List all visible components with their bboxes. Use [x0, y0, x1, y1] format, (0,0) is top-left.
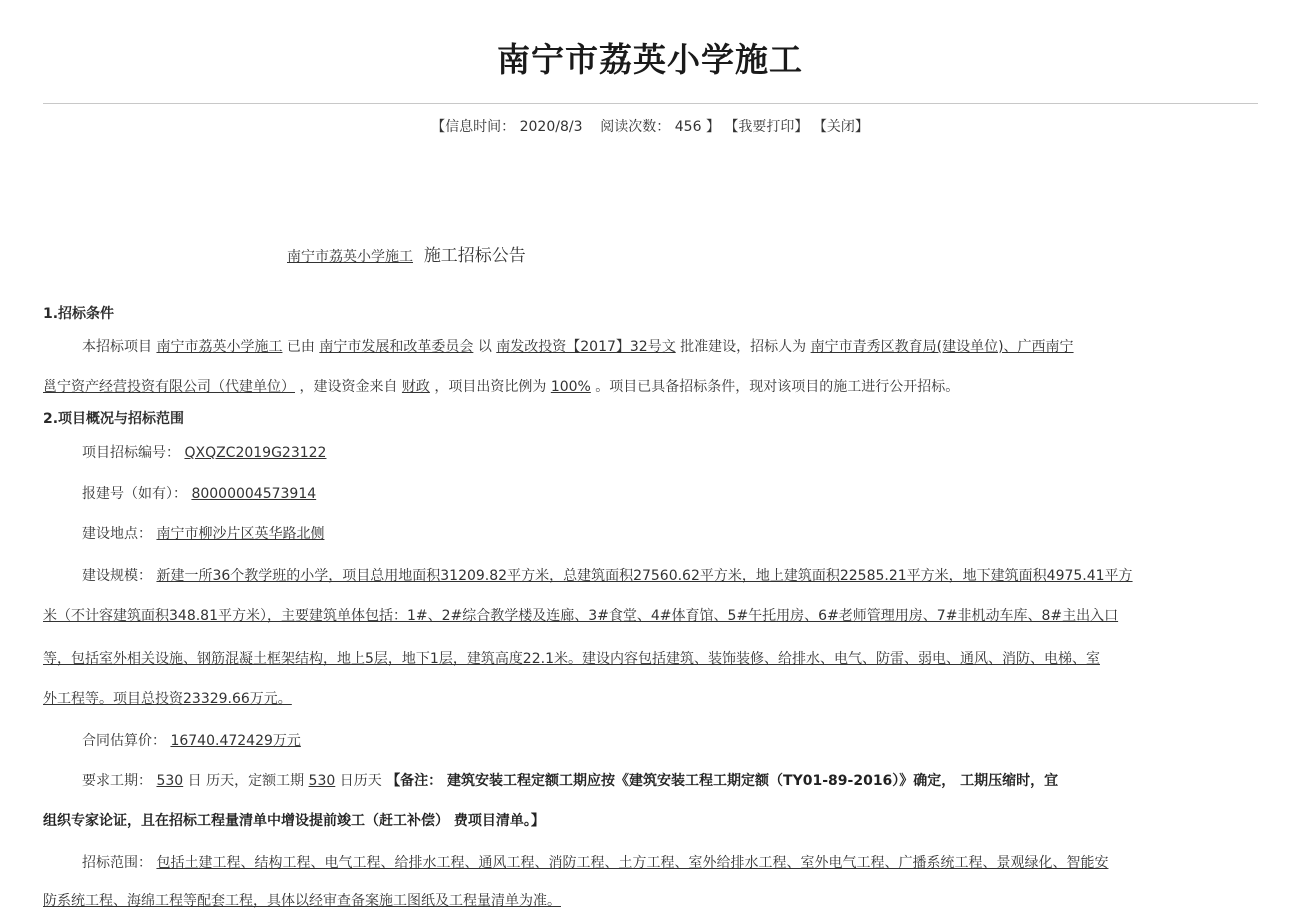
period-row-2: 组织专家论证，且在招标工程量清单中增设提前竣工（赶工补偿） 费项目清单。】: [43, 813, 545, 829]
bid-number-value: QXQZC2019G23122: [184, 445, 327, 461]
subtitle-project-name: 南宁市荔英小学施工: [287, 249, 413, 265]
scale-label: 建设规模：: [82, 568, 152, 584]
notice-subtitle: [287, 241, 526, 266]
location-row: [82, 523, 324, 543]
text-segment: ，项目出资比例为: [434, 379, 547, 395]
tenderer-value: 南宁市青秀区教育局(建设单位)、广西南宁: [810, 339, 1074, 355]
scale-row-1: [82, 565, 1133, 585]
text-segment: 以: [477, 339, 492, 355]
period-note: 【备注： 建筑安装工程定额工期应按《建筑安装工程工期定额（TY01-89-2016）》确定， 工期压缩时，宜: [386, 773, 1059, 789]
contract-estimate-row: [82, 730, 301, 750]
info-bar: [0, 116, 1300, 136]
permit-number-value: 80000004573914: [191, 486, 317, 502]
text-segment: 批准建设，招标人为: [680, 339, 807, 355]
subtitle-suffix: 施工招标公告: [423, 246, 526, 266]
scope-text: 包括土建工程、结构工程、电气工程、给排水工程、通风工程、消防工程、土方工程、室外给排水工程、室外电气工程、广播系统工程、景观绿化、智能安: [156, 855, 1109, 871]
info-time-label: 【信息时间：: [431, 119, 516, 135]
bid-number-label: 项目招标编号：: [82, 445, 180, 461]
period-label: 要求工期：: [82, 773, 152, 789]
bid-number-row: [82, 442, 326, 462]
location-value: 南宁市柳沙片区英华路北侧: [156, 526, 325, 542]
scope-label: 招标范围：: [82, 855, 152, 871]
text-segment: 。项目已具备招标条件，现对该项目的施工进行公开招标。: [595, 379, 960, 395]
agent-value: 邕宁资产经营投资有限公司（代建单位）: [43, 379, 295, 395]
funding-ratio-value: 100%: [550, 379, 591, 395]
fund-source-value: 财政: [401, 379, 430, 395]
location-label: 建设地点：: [82, 526, 152, 542]
text-segment: ，建设资金来自: [299, 379, 398, 395]
section-1-line-1: [82, 336, 1074, 356]
info-reads-value: 456: [674, 119, 702, 135]
section-1-heading: 1.招标条件: [43, 306, 115, 322]
scope-row-2: 防系统工程、海绵工程等配套工程，具体以经审查备案施工图纸及工程量清单为准。: [43, 893, 561, 909]
title-divider: [43, 103, 1258, 104]
period-row-1: [82, 770, 1058, 790]
page-title: 南宁市荔英小学施工: [497, 40, 803, 79]
close-link[interactable]: 【关闭】: [812, 119, 869, 135]
section-2-heading: 2.项目概况与招标范围: [43, 411, 185, 427]
scale-row-2: 米（不计容建筑面积348.81平方米），主要建筑单体包括：1#、2#综合教学楼及连廊、3#食堂、4#体育馆、5#午托用房、6#老师管理用房、7#非机动车库、8#主出入口: [43, 608, 1119, 624]
info-reads-close: 】: [705, 119, 720, 135]
info-time-value: 2020/8/3: [519, 119, 583, 135]
quota-period-value: 530: [308, 773, 336, 789]
text-segment: 已由: [286, 339, 315, 355]
text-segment: 日历天: [339, 773, 382, 789]
contract-estimate-value: 16740.472429万元: [170, 733, 301, 749]
permit-number-label: 报建号（如有）：: [82, 486, 187, 502]
scope-row-1: [82, 852, 1108, 872]
project-name-value: 南宁市荔英小学施工: [156, 339, 283, 355]
period-days-value: 530: [156, 773, 184, 789]
approval-authority-value: 南宁市发展和改革委员会: [319, 339, 474, 355]
text-segment: 本招标项目: [82, 339, 152, 355]
text-segment: 日 历天，定额工期: [187, 773, 305, 789]
scale-row-4: 外工程等。项目总投资23329.66万元。: [43, 691, 292, 707]
info-reads-label: 阅读次数：: [600, 119, 671, 135]
section-1-line-2: [43, 376, 959, 396]
scale-row-3: 等，包括室外相关设施、钢筋混凝土框架结构，地上5层，地下1层，建筑高度22.1米。建设内容包括建筑、装饰装修、给排水、电气、防雷、弱电、通风、消防、电梯、室: [43, 651, 1100, 667]
scale-text: 新建一所36个教学班的小学，项目总用地面积31209.82平方米，总建筑面积27560.62平方米，地上建筑面积22585.21平方米，地下建筑面积4975.41平方: [156, 568, 1133, 584]
approval-document-value: 南发改投资【2017】32号文: [496, 339, 676, 355]
permit-number-row: [82, 483, 316, 503]
print-link[interactable]: 【我要打印】: [724, 119, 809, 135]
contract-estimate-label: 合同估算价：: [82, 733, 166, 749]
